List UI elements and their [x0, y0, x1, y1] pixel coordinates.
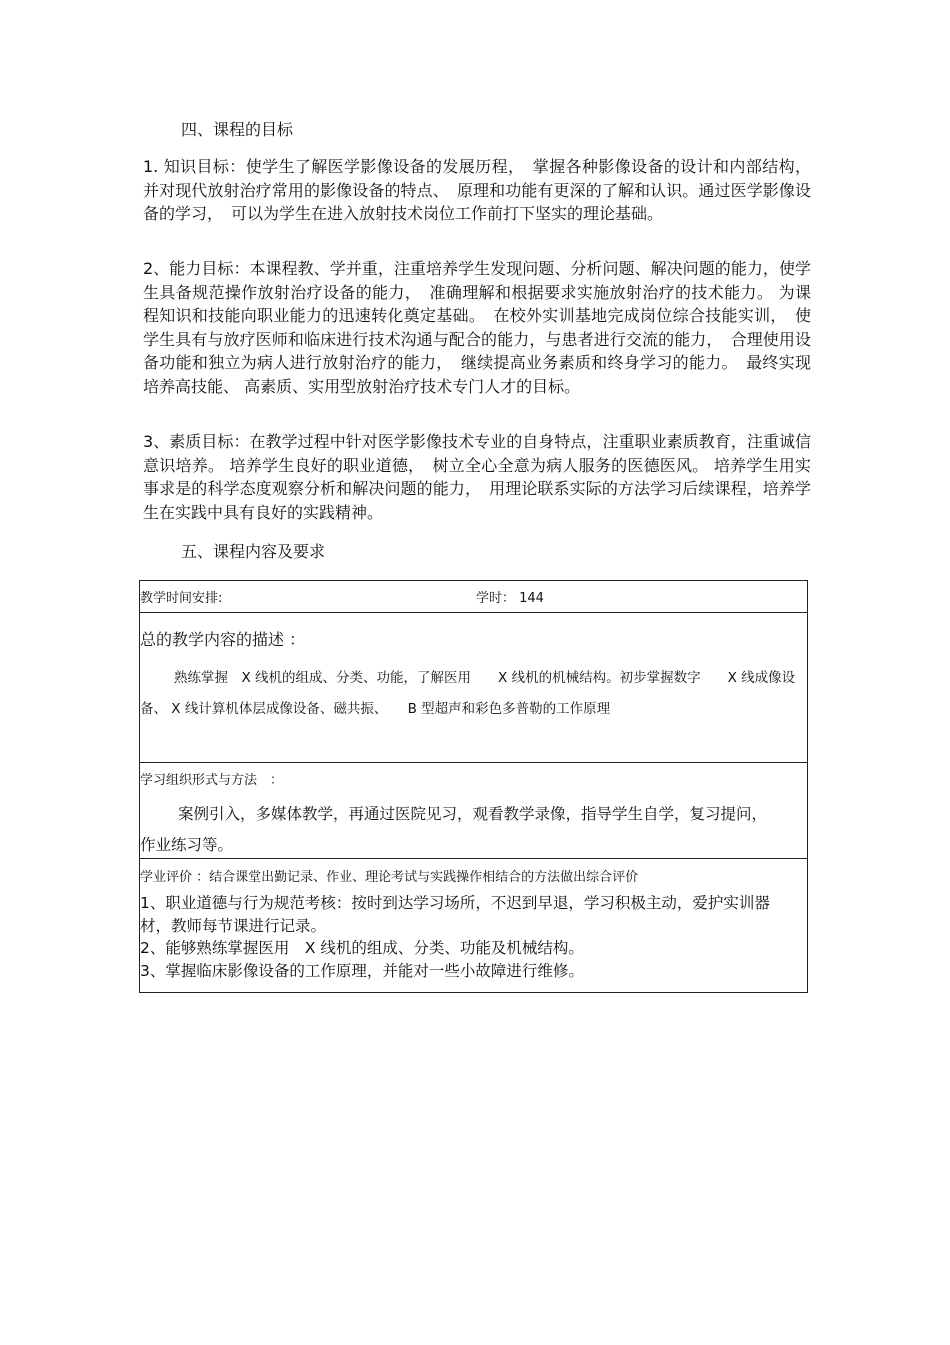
table-row-evaluation [140, 859, 807, 992]
organization-text: 案例引入，多媒体教学，再通过医院见习，观看教学录像，指导学生自学，复习提问，作业练习等。 [140, 805, 768, 854]
evaluation-list [140, 892, 800, 982]
table-row-schedule [140, 581, 807, 613]
list-item: 3、掌握临床影像设备的工作原理，并能对一些小故障进行维修。 [140, 961, 584, 980]
section-5-heading: 五、课程内容及要求 [181, 542, 326, 561]
hours-value: 学时： 144 [476, 591, 544, 606]
evaluation-label: 学业评价 ：结合课堂出勤记录、作业、理论考试与实践操作相结合的方法做出综合评价 [140, 870, 639, 885]
course-content-table [139, 580, 808, 993]
knowledge-goal-paragraph: 1. 知识目标：使学生了解医学影像设备的发展历程， 掌握各种影像设备的设计和内部结构，并对现代放射治疗常用的影像设备的特点、 原理和功能有更深的了解和认识。通过医学影像设备的学习， 可以为学生在进入放射技术岗位工作前打下坚实的理论基础。 [143, 157, 811, 223]
schedule-label: 教学时间安排: [140, 591, 223, 606]
organization-label: 学习组织形式与方法 ： [140, 773, 284, 788]
list-item: 2、能够熟练掌握医用 X 线机的组成、分类、功能及机械结构。 [140, 939, 584, 957]
description-label: 总的教学内容的描述 ： [140, 630, 306, 649]
section-4-heading: 四、课程的目标 [181, 120, 294, 139]
ability-goal-paragraph: 2、能力目标：本课程教、学并重，注重培养学生发现问题、分析问题、解决问题的能力，使学生具备规范操作放射治疗设备的能力， 准确理解和根据要求实施放射治疗的技术能力。 为课程知识和技能向职业能力的迅速转化奠定基础。 在校外实训基地完成岗位综合技能实训， 使学生具有与放疗医师和临床进行技术沟通与配合的能力，与患者进行交流的能力， 合理使用设备功能和独立为病人进行放射治疗的能力， 继续提高业务素质和终身学习的能力。 最终实现培养高技能、 高素质、实用型放射治疗技术专门人才的目标。 [143, 259, 811, 396]
table-row-organization [140, 763, 807, 859]
list-item: 1、职业道德与行为规范考核：按时到达学习场所，不迟到早退，学习积极主动，爱护实训器材，教师每节课进行记录。 [140, 894, 770, 935]
quality-goal-paragraph: 3、素质目标：在教学过程中针对医学影像技术专业的自身特点，注重职业素质教育，注重诚信意识培养。 培养学生良好的职业道德， 树立全心全意为病人服务的医德医风。 培养学生用实事求是的科学态度观察分析和解决问题的能力， 用理论联系实际的方法学习后续课程，培养学生在实践中具有良好的实践精神。 [143, 432, 811, 522]
description-text: 熟练掌握 X 线机的组成、分类、功能，了解医用 X 线机的机械结构。初步掌握数字 X 线成像设备、 X 线计算机体层成像设备、磁共振、 B 型超声和彩色多普勒的工作原理 [140, 670, 796, 717]
table-row-description [140, 613, 807, 763]
